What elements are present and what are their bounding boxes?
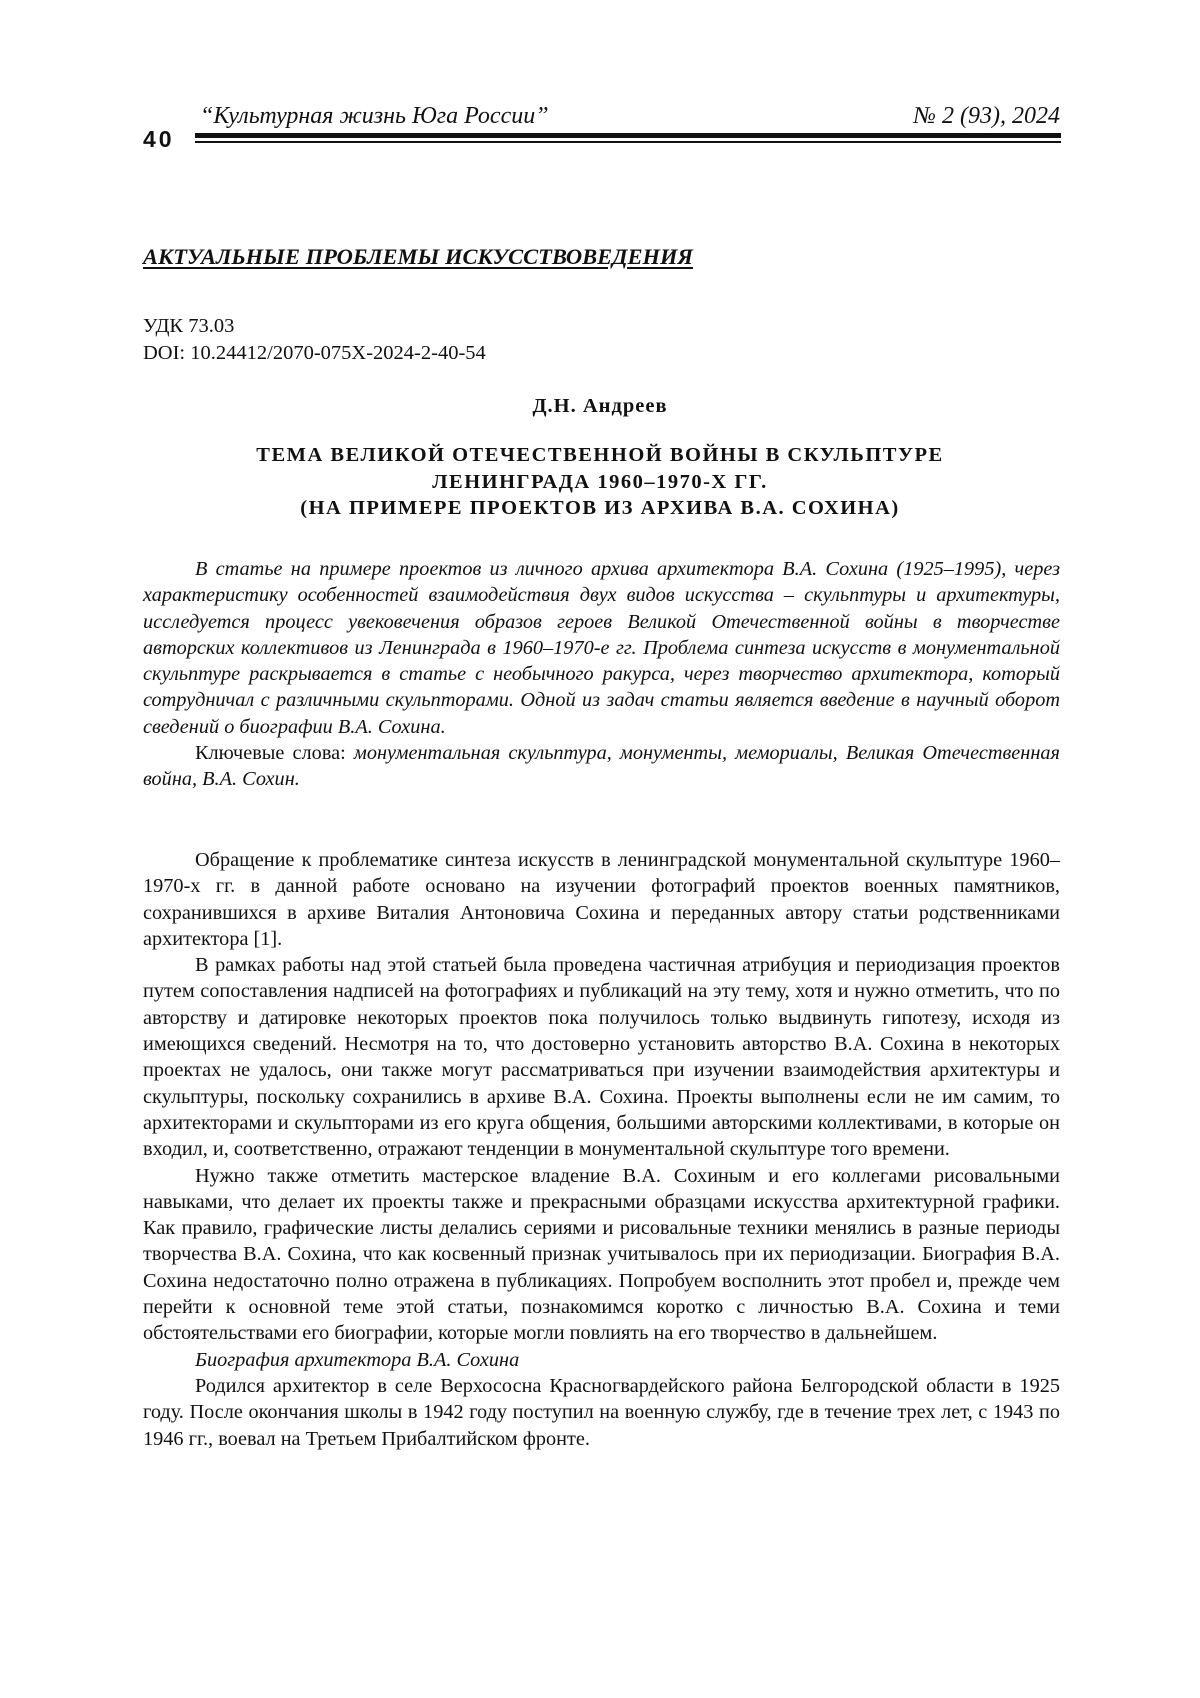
title-line: (НА ПРИМЕРЕ ПРОЕКТОВ ИЗ АРХИВА В.А. СОХИНА)	[300, 497, 900, 519]
subsection-heading: Биография архитектора В.А. Сохина	[195, 1348, 520, 1371]
page-number: 40	[143, 126, 175, 152]
issue-number: № 2 (93), 2024	[913, 103, 1060, 129]
article-title	[0, 442, 1200, 522]
udk-code: УДК 73.03	[143, 315, 235, 337]
header-rule-thin	[195, 141, 1061, 143]
keywords-list: монументальная скульптура, монументы, мемориалы, Великая Отечественная война, В.А. Сохин.	[143, 742, 1060, 791]
body-paragraph: Родился архитектор в селе Верхососна Красногвардейского района Белгородской области в 1925 году. После окончания школы в 1942 году поступил на военную службу, где в течение трех лет, с 1943 по 1946 гг., воевал на Третьем Прибалтийском фронте.	[143, 1374, 1060, 1450]
doi: DOI: 10.24412/2070-075X-2024-2-40-54	[143, 342, 486, 364]
body-paragraph: Обращение к проблематике синтеза искусств в ленинградской монументальной скульптуре 1960–1970-х гг. в данной работе основано на изучении фотографий проектов военных памятников, сохранившихся в архиве Виталия Антоновича Сохина и переданных автору статьи родственниками архитектора [1].	[143, 849, 1060, 950]
section-title: АКТУАЛЬНЫЕ ПРОБЛЕМЫ ИСКУССТВОВЕДЕНИЯ	[143, 244, 693, 269]
title-line: ТЕМА ВЕЛИКОЙ ОТЕЧЕСТВЕННОЙ ВОЙНЫ В СКУЛЬПТУРЕ	[256, 444, 944, 466]
journal-title: “Культурная жизнь Юга России”	[200, 103, 549, 129]
article-body	[143, 847, 1060, 1452]
header-rule-thick	[195, 133, 1061, 138]
body-paragraph: В рамках работы над этой статьей была проведена частичная атрибуция и периодизация проектов путем сопоставления надписей на фотографиях и публикаций на эту тему, хотя и нужно отметить, что по авторству и датировке некоторых проектов пока получилось только выдвинуть гипотезу, исходя из имеющихся сведений. Несмотря на то, что достоверно установить авторство В.А. Сохина в некоторых проектах не удалось, они также могут рассматриваться при изучении взаимодействия архитектуры и скульптуры, поскольку сохранились в архиве В.А. Сохина. Проекты выполнены если не им самим, то архитекторами и скульпторами из его круга общения, большими авторскими коллективами, в которые он входил, и, соответственно, отражают тенденции в монументальной скульптуре того времени.	[143, 954, 1060, 1161]
keywords-label: Ключевые слова:	[195, 742, 346, 765]
abstract-text: В статье на примере проектов из личного архива архитектора В.А. Сохина (1925–1995), через характеристику особенностей взаимодействия двух видов искусства – скульптуры и архитектуры, исследуется процесс увековечения образов героев Великой Отечественной войны в творчестве авторских коллективов из Ленинграда в 1960–1970-е гг. Проблема синтеза искусств в монументальной скульптуре раскрывается в статье с необычного ракурса, через творчество архитектора, который сотрудничал с различными скульпторами. Одной из задач статьи является введение в научный оборот сведений о биографии В.А. Сохина.	[143, 558, 1060, 738]
body-paragraph: Нужно также отметить мастерское владение В.А. Сохиным и его коллегами рисовальными навыками, что делает их проекты также и прекрасными образцами искусства архитектурной графики. Как правило, графические листы делались сериями и рисовальные техники менялись в разные периоды творчества В.А. Сохина, что как косвенный признак учитывалось при их периодизации. Биография В.А. Сохина недостаточно полно отражена в публикациях. Попробуем восполнить этот пробел и, прежде чем перейти к основной теме этой статьи, познакомимся коротко с личностью В.А. Сохина и теми обстоятельствами его биографии, которые могли повлиять на его творчество в дальнейшем.	[143, 1164, 1060, 1345]
author-name: Д.Н. Андреев	[532, 395, 668, 417]
keywords	[143, 740, 1060, 793]
title-line: ЛЕНИНГРАДА 1960–1970-Х ГГ.	[432, 470, 768, 493]
running-header	[200, 103, 1060, 133]
abstract	[143, 556, 1060, 793]
article-metadata	[143, 313, 486, 367]
